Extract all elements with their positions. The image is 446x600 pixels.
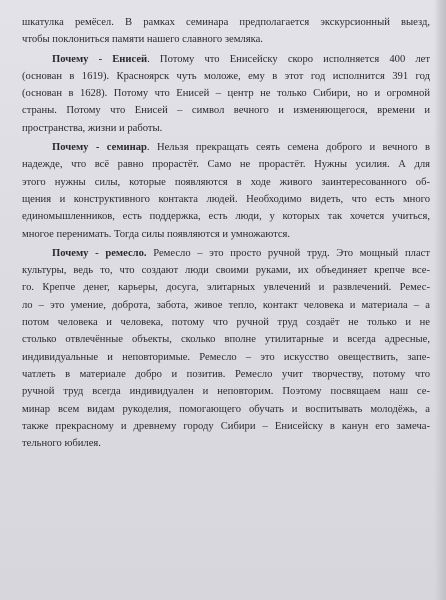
text-line: потом человека и человека, потому что ручной труд создаёт не только и не — [22, 317, 430, 329]
text-line: столько отвлечённые объекты, сколько вполне утилитарные и всегда адресные, — [22, 334, 430, 346]
text-fragment: . Потому что Енисейску скоро исполняется 400 лет — [147, 53, 430, 65]
text-line: ручной труд всегда индивидуален и неповторим. Поэтому посвящаем наш се- — [22, 386, 430, 398]
text-fragment: Ремесло – это просто ручной труд. Это мощный пласт — [146, 247, 430, 259]
text-line: го. Крепче денег, карьеры, досуга, элитарных увлечений и развлечений. Ремес- — [22, 282, 430, 294]
text-line: также прекрасному и древнему городу Сибири – Енисейску в канун его замеча- — [22, 420, 430, 432]
paragraph-lead-heading: Почему - Енисей — [52, 53, 148, 65]
paragraph-lead-heading: Почему - ремесло. — [52, 247, 147, 259]
text-line: (основан в 1628). Потому что Енисей – центр не только Сибири, но и огромной — [22, 88, 430, 100]
text-line: единомышленников, есть поддержка, есть люди, у которых так хочется учиться, — [22, 211, 430, 223]
text-line: многое перенимать. Тогда силы появляются и умножаются. — [22, 228, 291, 240]
text-line: чатлеть в материале добро и позитив. Ремесло учит творчеству, потому что — [22, 368, 430, 380]
text-line: тельного юбилея. — [22, 438, 101, 450]
text-line — [22, 245, 430, 262]
text-line: минар всем видам рукоделия, помогающего обучать и воспитывать молодёжь, а — [22, 403, 430, 415]
text-line: (основан в 1619). Красноярск чуть моложе, ему в этот год исполнится 391 год — [22, 70, 430, 82]
paragraph-why-seminar — [22, 139, 430, 243]
text-line: ло – это умение, доброта, забота, живое тепло, контакт человека и материала – а — [22, 299, 430, 311]
text-line: надежде, что всё равно прорастёт. Само не прорастёт. Нужны усилия. А для — [22, 159, 430, 171]
text-line: этого нужны силы, которые появляются в ходе живого заинтересованного об- — [22, 176, 430, 188]
text-line: индивидуальные и неповторимые. Ремесло – это искусство овеществить, запе- — [22, 351, 430, 363]
paragraph-lead-heading: Почему - семинар — [52, 142, 147, 154]
text-line — [22, 139, 430, 156]
text-fragment: . Нельзя прекращать сеять семена доброго и вечного в — [146, 142, 430, 154]
text-line — [22, 51, 430, 68]
text-line: культуры, ведь то, что создают люди своими руками, их объединяет крепче все- — [22, 265, 430, 277]
text-line: чтобы поклониться памяти нашего славного земляка. — [22, 34, 263, 46]
text-line: пространства, жизни и работы. — [22, 122, 163, 134]
page-edge-shadow — [434, 0, 446, 600]
paragraph-why-craft — [22, 245, 430, 453]
document-body — [22, 14, 430, 454]
text-line: шкатулка ремёсел. В рамках семинара предполагается экскурсионный выезд, — [22, 17, 430, 28]
text-line: страны. Потому что Енисей – символ вечного и изменяющегося, времени и — [22, 105, 430, 117]
paragraph-why-yenisei — [22, 51, 430, 137]
text-line: щения и конструктивного контакта людей. Необходимо видеть, что есть много — [22, 193, 430, 205]
paragraph-intro-continuation — [22, 14, 430, 49]
